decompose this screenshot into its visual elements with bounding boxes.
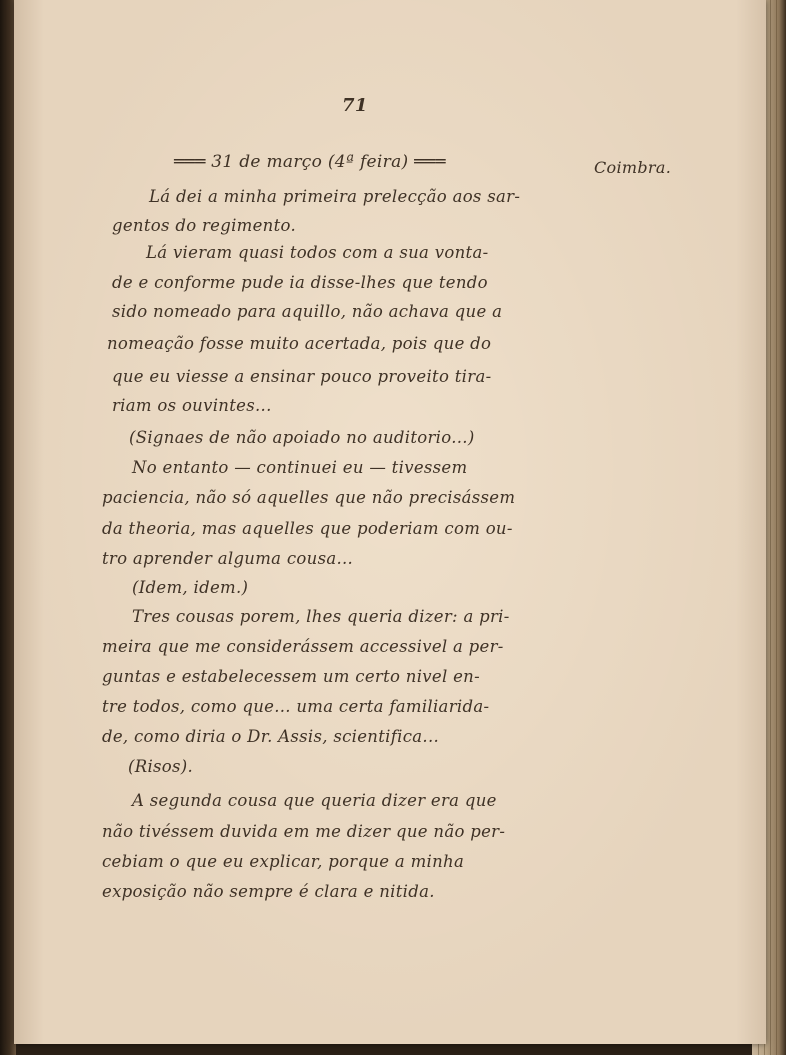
manuscript-line: nomeação fosse muito acertada, pois que do	[107, 334, 492, 353]
manuscript-line: No entanto — continuei eu — tivessem	[132, 458, 468, 477]
manuscript-sheet	[14, 0, 766, 1044]
manuscript-line: (Signaes de não apoiado no auditorio...)	[129, 428, 475, 447]
manuscript-line: (Idem, idem.)	[132, 578, 249, 597]
manuscript-line: não tivéssem duvida em me dizer que não per-	[102, 822, 506, 841]
manuscript-line: de e conforme pude ia disse-lhes que tendo	[112, 273, 488, 292]
manuscript-line: paciencia, não só aquelles que não precisássem	[102, 488, 516, 507]
manuscript-line: que eu viesse a ensinar pouco proveito tira-	[112, 367, 492, 386]
date-heading: ═══ 31 de março (4ª feira) ═══	[174, 152, 446, 172]
manuscript-line: exposição não sempre é clara e nitida.	[102, 882, 435, 901]
manuscript-line: Tres cousas porem, lhes queria dizer: a pri-	[132, 607, 510, 626]
manuscript-line: A segunda cousa que queria dizer era que	[132, 791, 497, 810]
manuscript-line: Lá vieram quasi todos com a sua vonta-	[146, 243, 489, 262]
manuscript-line: Lá dei a minha primeira prelecção aos sar-	[149, 187, 521, 206]
manuscript-line: meira que me considerássem accessivel a per-	[102, 637, 504, 656]
manuscript-line: (Risos).	[128, 757, 194, 776]
manuscript-line: gentos do regimento.	[112, 216, 297, 235]
manuscript-line: guntas e estabelecessem um certo nivel en-	[102, 667, 480, 686]
manuscript-line: tro aprender alguma cousa...	[102, 549, 354, 568]
manuscript-line: de, como diria o Dr. Assis, scientifica...	[102, 727, 440, 746]
place-name: Coimbra.	[594, 158, 672, 177]
manuscript-line: tre todos, como que... uma certa familiarida-	[102, 697, 490, 716]
manuscript-line: sido nomeado para aquillo, não achava que a	[112, 302, 503, 321]
manuscript-line: cebiam o que eu explicar, porque a minha	[102, 852, 465, 871]
manuscript-line: da theoria, mas aquelles que poderiam com ou-	[102, 519, 513, 538]
page-number: 71	[342, 95, 368, 116]
manuscript-line: riam os ouvintes...	[112, 396, 272, 415]
